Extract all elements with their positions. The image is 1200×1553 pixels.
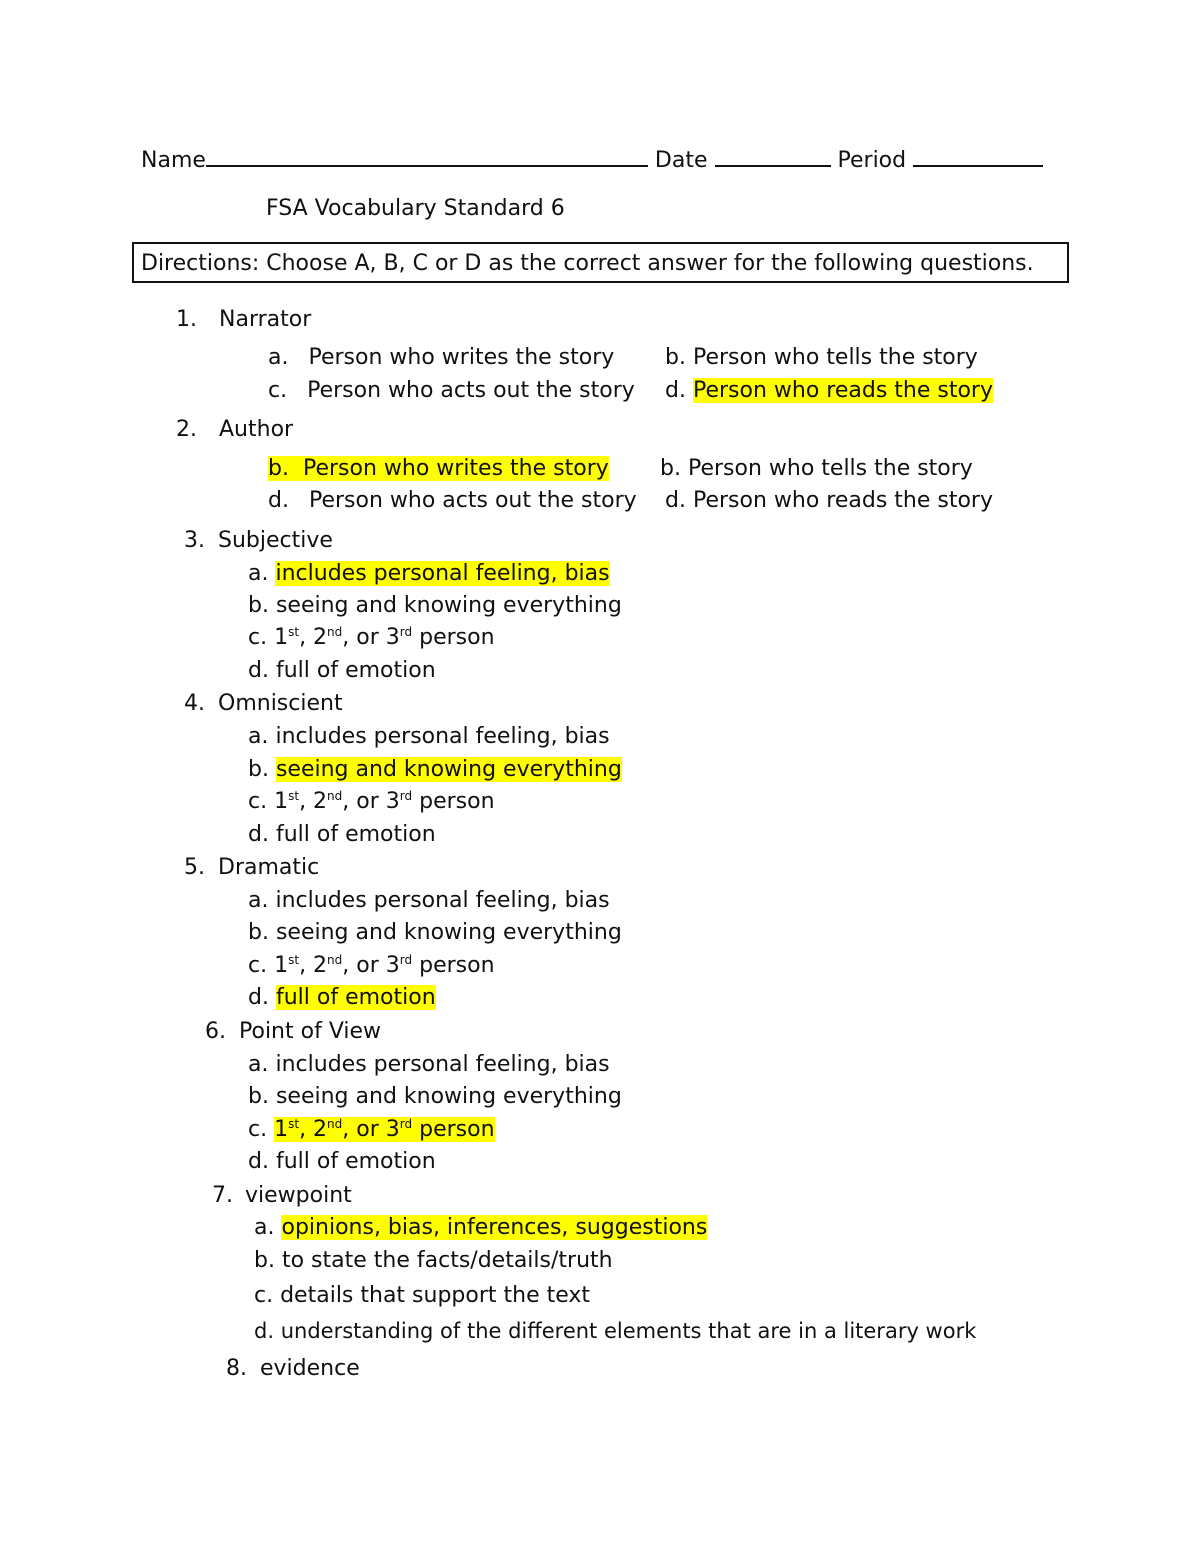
- q4-option-d-text: full of emotion: [275, 822, 436, 847]
- q4-option-b-text: seeing and knowing everything: [275, 757, 622, 782]
- q3-option-b-letter: b.: [248, 593, 269, 618]
- q6-option-d-letter: d.: [248, 1149, 269, 1174]
- q4-option-d-letter: d.: [248, 822, 269, 847]
- q3-option-d[interactable]: [248, 656, 436, 686]
- q1-option-c[interactable]: [268, 376, 635, 406]
- q1-option-a[interactable]: [268, 343, 614, 373]
- q6-option-c-letter: c.: [248, 1117, 268, 1142]
- name-field-row: [141, 143, 1043, 176]
- name-blank[interactable]: [206, 143, 648, 167]
- q3-option-c-letter: c.: [248, 625, 268, 650]
- q5-option-b[interactable]: [248, 918, 622, 948]
- q1-option-c-text: Person who acts out the story: [307, 378, 635, 403]
- q7-option-a[interactable]: [254, 1213, 707, 1243]
- q1-option-d-letter: d.: [665, 378, 686, 403]
- q1-option-c-letter: c.: [268, 378, 288, 403]
- q6-option-b[interactable]: [248, 1082, 622, 1112]
- date-blank[interactable]: [715, 143, 831, 167]
- question-4-term: Omniscient: [218, 691, 343, 716]
- q2-option-c-text: Person who acts out the story: [308, 488, 637, 513]
- period-label: Period: [837, 148, 907, 173]
- q6-option-a-text: includes personal feeling, bias: [275, 1052, 610, 1077]
- q6-option-a[interactable]: [248, 1050, 610, 1080]
- q5-option-b-letter: b.: [248, 920, 269, 945]
- q6-option-c[interactable]: [248, 1115, 495, 1147]
- question-2-term: Author: [219, 417, 294, 442]
- q4-option-c[interactable]: [248, 787, 495, 819]
- q5-option-a-letter: a.: [248, 888, 269, 913]
- q2-option-a-text: Person who writes the story: [302, 456, 609, 481]
- q4-option-a-text: includes personal feeling, bias: [275, 724, 610, 749]
- q4-option-a-letter: a.: [248, 724, 269, 749]
- q5-option-d-text: full of emotion: [275, 985, 436, 1010]
- q2-option-b-letter: b.: [660, 456, 681, 481]
- q1-option-d[interactable]: [665, 376, 993, 406]
- q4-option-d[interactable]: [248, 820, 436, 850]
- question-1-term: Narrator: [219, 307, 312, 332]
- q2-option-a-letter: b.: [268, 456, 289, 481]
- q2-option-c[interactable]: [268, 486, 637, 516]
- question-8-number: 8.: [226, 1356, 247, 1381]
- q2-option-d-letter: d.: [665, 488, 686, 513]
- q2-option-d[interactable]: [665, 486, 993, 516]
- q2-option-b-text: Person who tells the story: [687, 456, 973, 481]
- q4-option-a[interactable]: [248, 722, 610, 752]
- q6-option-a-letter: a.: [248, 1052, 269, 1077]
- q1-option-a-letter: a.: [268, 345, 289, 370]
- question-4-number: 4.: [184, 691, 205, 716]
- q1-option-a-text: Person who writes the story: [308, 345, 615, 370]
- period-blank[interactable]: [913, 143, 1043, 167]
- q7-option-b-letter: b.: [254, 1248, 275, 1273]
- q7-option-c[interactable]: [254, 1281, 590, 1311]
- q3-option-d-text: full of emotion: [275, 658, 436, 683]
- q4-option-c-letter: c.: [248, 789, 268, 814]
- q3-option-c-text: 1st, 2nd, or 3rd person: [274, 625, 495, 650]
- q7-option-d[interactable]: [254, 1316, 976, 1346]
- q1-option-d-text: Person who reads the story: [692, 378, 993, 403]
- directions-text: Directions: Choose A, B, C or D as the correct answer for the following questions.: [141, 251, 1034, 276]
- q5-option-c[interactable]: [248, 951, 495, 983]
- q4-option-b-letter: b.: [248, 757, 269, 782]
- q4-option-c-text: 1st, 2nd, or 3rd person: [274, 789, 495, 814]
- question-7-term: viewpoint: [245, 1183, 352, 1208]
- q5-option-b-text: seeing and knowing everything: [275, 920, 622, 945]
- q1-option-b-text: Person who tells the story: [692, 345, 978, 370]
- q3-option-a[interactable]: [248, 559, 610, 589]
- q3-option-c[interactable]: [248, 623, 495, 655]
- q7-option-c-letter: c.: [254, 1283, 274, 1308]
- question-7-number: 7.: [212, 1183, 233, 1208]
- q1-option-b-letter: b.: [665, 345, 686, 370]
- q5-option-d[interactable]: [248, 983, 436, 1013]
- question-5-number: 5.: [184, 855, 205, 880]
- q7-option-a-text: opinions, bias, inferences, suggestions: [281, 1215, 708, 1240]
- q3-option-b[interactable]: [248, 591, 622, 621]
- q6-option-c-text: 1st, 2nd, or 3rd person: [274, 1117, 495, 1142]
- q7-option-d-letter: d.: [254, 1319, 275, 1343]
- page-title: FSA Vocabulary Standard 6: [266, 196, 565, 221]
- question-3-term: Subjective: [218, 528, 333, 553]
- q4-option-b[interactable]: [248, 755, 622, 785]
- q3-option-a-letter: a.: [248, 561, 269, 586]
- q5-option-a[interactable]: [248, 886, 610, 916]
- q5-option-c-letter: c.: [248, 953, 268, 978]
- q6-option-b-letter: b.: [248, 1084, 269, 1109]
- question-5-term: Dramatic: [218, 855, 320, 880]
- q2-option-c-letter: d.: [268, 488, 289, 513]
- q7-option-d-text: understanding of the different elements that are in a literary work: [280, 1319, 977, 1343]
- question-6-term: Point of View: [239, 1019, 382, 1044]
- q5-option-d-letter: d.: [248, 985, 269, 1010]
- q3-option-b-text: seeing and knowing everything: [275, 593, 622, 618]
- q6-option-b-text: seeing and knowing everything: [275, 1084, 622, 1109]
- q2-option-d-text: Person who reads the story: [692, 488, 993, 513]
- q1-option-b[interactable]: [665, 343, 978, 373]
- q7-option-a-letter: a.: [254, 1215, 275, 1240]
- q5-option-c-text: 1st, 2nd, or 3rd person: [274, 953, 495, 978]
- question-1-number: 1.: [176, 307, 197, 332]
- question-2-number: 2.: [176, 417, 197, 442]
- question-3-number: 3.: [184, 528, 205, 553]
- q2-option-a-highlight: [268, 456, 609, 481]
- q6-option-d[interactable]: [248, 1147, 436, 1177]
- name-label: Name: [141, 148, 206, 173]
- question-8-term: evidence: [260, 1356, 360, 1381]
- q7-option-b[interactable]: [254, 1246, 613, 1276]
- q7-option-c-text: details that support the text: [280, 1283, 591, 1308]
- q2-option-a[interactable]: [268, 454, 609, 484]
- q5-option-a-text: includes personal feeling, bias: [275, 888, 610, 913]
- date-label: Date: [654, 148, 708, 173]
- q3-option-d-letter: d.: [248, 658, 269, 683]
- q7-option-b-text: to state the facts/details/truth: [281, 1248, 613, 1273]
- question-6-number: 6.: [205, 1019, 226, 1044]
- q6-option-d-text: full of emotion: [275, 1149, 436, 1174]
- q2-option-b[interactable]: [660, 454, 973, 484]
- q3-option-a-text: includes personal feeling, bias: [275, 561, 610, 586]
